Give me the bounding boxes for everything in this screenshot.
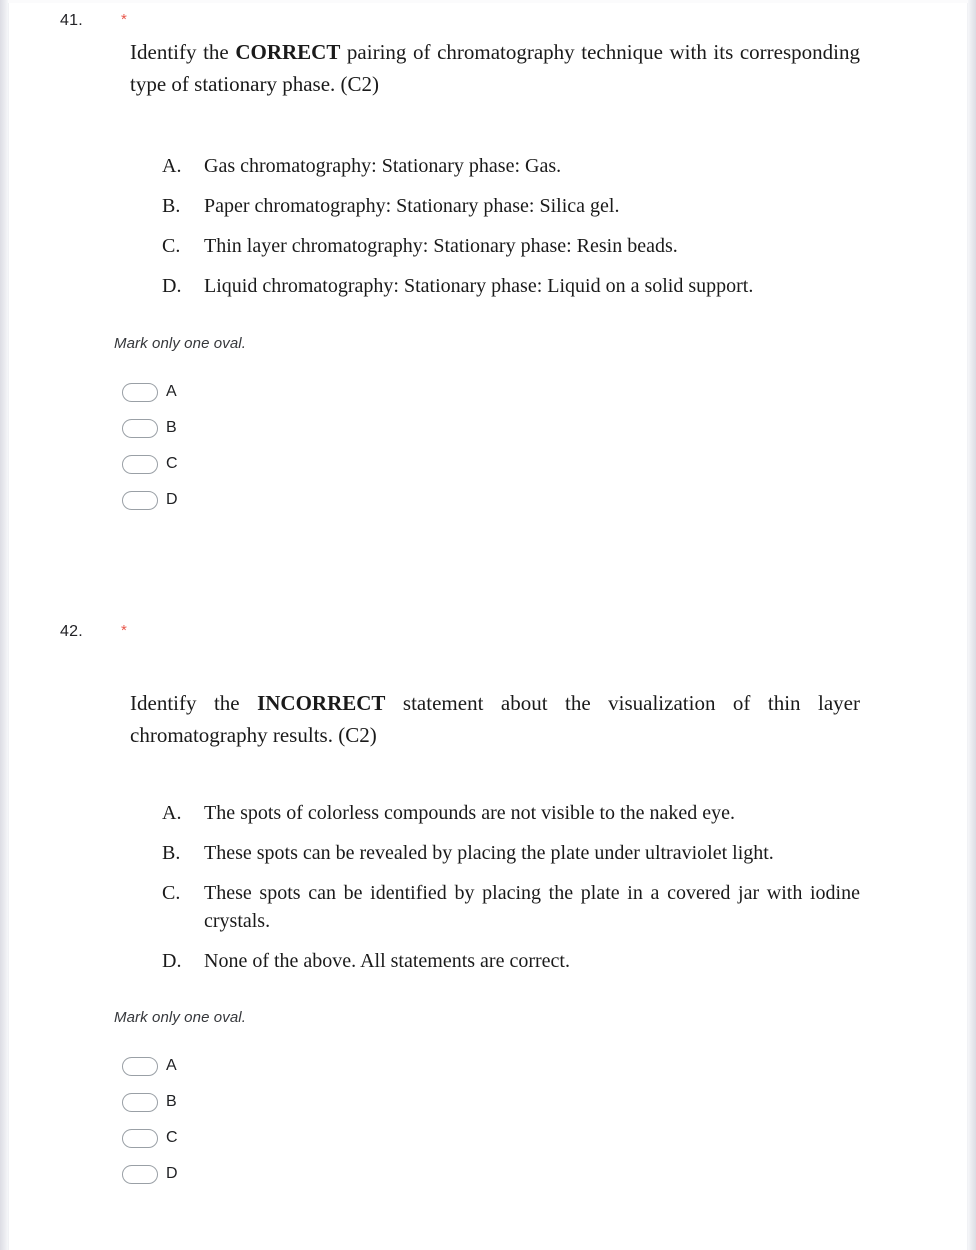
option-row: [162, 232, 860, 260]
question-stem-41: [130, 36, 860, 100]
question-stem-suffix-41: pairing of chromatography technique with its corresponding type of stationary phase. (C2): [130, 40, 860, 96]
option-row: [162, 879, 860, 935]
radio-group-41[interactable]: [122, 374, 960, 518]
radio-option-label: A: [166, 1057, 177, 1074]
radio-option-label: B: [166, 1093, 177, 1110]
question-stem-suffix-42: statement about the visualization of thin layer chromatography results. (C2): [130, 691, 860, 747]
option-text: The spots of colorless compounds are not visible to the naked eye.: [204, 802, 735, 824]
radio-option-41-d[interactable]: [122, 482, 960, 518]
option-text: These spots can be identified by placing the plate in a covered jar with iodine crystals.: [204, 882, 860, 932]
question-stem-emphasis-41: CORRECT: [235, 40, 341, 64]
option-text: Paper chromatography: Stationary phase: Silica gel.: [204, 195, 620, 217]
radio-option-42-b[interactable]: [122, 1084, 960, 1120]
mark-one-oval-hint-42: Mark only one oval.: [114, 1009, 246, 1026]
question-stem-42: [130, 687, 860, 751]
radio-oval-icon[interactable]: [122, 491, 158, 510]
mark-one-oval-hint-41: Mark only one oval.: [114, 335, 246, 352]
question-stem-prefix-41: Identify the: [130, 40, 236, 64]
option-letter: A.: [162, 802, 182, 824]
question-body-42: [130, 687, 860, 975]
radio-option-42-c[interactable]: [122, 1120, 960, 1156]
question-number-42: 42.: [60, 623, 83, 640]
radio-option-label: C: [166, 455, 178, 472]
radio-option-41-a[interactable]: [122, 374, 960, 410]
radio-oval-icon[interactable]: [122, 1057, 158, 1076]
option-letter: C.: [162, 235, 181, 257]
question-header-42: [0, 617, 960, 647]
option-row: [162, 839, 860, 867]
answer-options-41: [162, 152, 860, 300]
question-stem-emphasis-42: INCORRECT: [257, 691, 386, 715]
radio-option-label: D: [166, 1165, 178, 1182]
page-right-edge-shadow: [968, 0, 976, 1250]
option-text: These spots can be revealed by placing the plate under ultraviolet light.: [204, 842, 774, 864]
question-number-41: 41.: [60, 12, 83, 29]
question-block-42: [0, 617, 960, 1192]
option-text: Thin layer chromatography: Stationary phase: Resin beads.: [204, 235, 678, 257]
radio-oval-icon[interactable]: [122, 1093, 158, 1112]
radio-oval-icon[interactable]: [122, 419, 158, 438]
option-row: [162, 152, 860, 180]
option-letter: D.: [162, 275, 182, 297]
radio-oval-icon[interactable]: [122, 1129, 158, 1148]
radio-oval-icon[interactable]: [122, 1165, 158, 1184]
option-text: None of the above. All statements are correct.: [204, 950, 570, 972]
option-row: [162, 192, 860, 220]
radio-option-41-c[interactable]: [122, 446, 960, 482]
radio-option-label: C: [166, 1129, 178, 1146]
option-letter: C.: [162, 882, 181, 904]
radio-option-label: A: [166, 383, 177, 400]
radio-option-42-a[interactable]: [122, 1048, 960, 1084]
option-letter: D.: [162, 950, 182, 972]
question-stem-prefix-42: Identify the: [130, 691, 258, 715]
radio-option-42-d[interactable]: [122, 1156, 960, 1192]
option-letter: B.: [162, 195, 181, 217]
required-asterisk-41: *: [121, 11, 127, 28]
option-letter: A.: [162, 155, 182, 177]
question-body-41: [130, 36, 860, 300]
radio-option-label: D: [166, 491, 178, 508]
answer-options-42: [162, 799, 860, 975]
radio-option-41-b[interactable]: [122, 410, 960, 446]
option-row: [162, 272, 860, 300]
question-header-41: [0, 6, 960, 36]
option-row: [162, 947, 860, 975]
option-text: Gas chromatography: Stationary phase: Gas.: [204, 155, 562, 177]
question-block-41: [0, 6, 960, 518]
option-letter: B.: [162, 842, 181, 864]
option-text: Liquid chromatography: Stationary phase: Liquid on a solid support.: [204, 275, 754, 297]
option-row: [162, 799, 860, 827]
radio-group-42[interactable]: [122, 1048, 960, 1192]
required-asterisk-42: *: [121, 622, 127, 639]
radio-oval-icon[interactable]: [122, 383, 158, 402]
radio-oval-icon[interactable]: [122, 455, 158, 474]
radio-option-label: B: [166, 419, 177, 436]
